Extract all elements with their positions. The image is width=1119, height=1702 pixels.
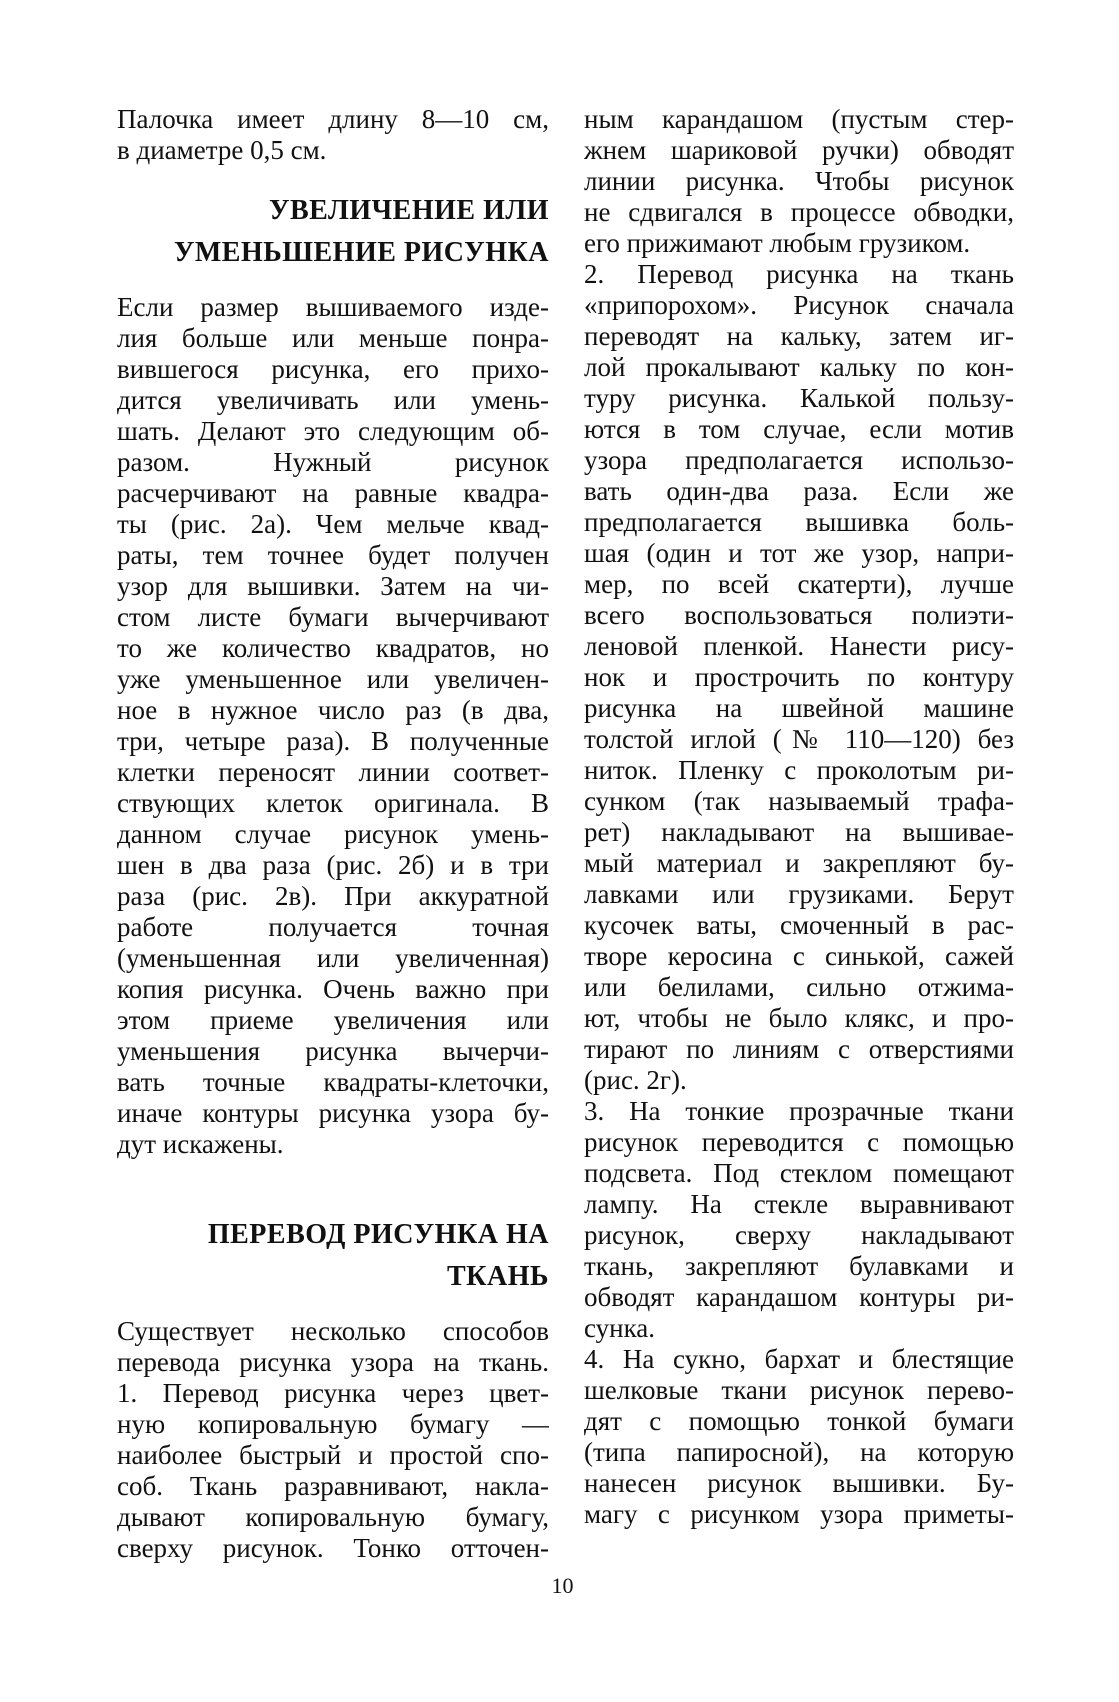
text-line: ткань, закрепляют булавками и xyxy=(584,1251,1014,1281)
page-number: 10 xyxy=(551,1573,574,1598)
text-line: стом листе бумаги вычерчивают xyxy=(117,602,549,632)
text-line: (рис. 2г). xyxy=(584,1065,687,1095)
text-line: обводят карандашом контуры ри- xyxy=(584,1282,1014,1312)
text-line: 4. На сукно, бархат и блестящие xyxy=(584,1344,1014,1374)
text-line: шен в два раза (рис. 2б) и в три xyxy=(117,850,549,880)
text-line: раза (рис. 2в). При аккуратной xyxy=(117,881,549,911)
text-line: линии рисунка. Чтобы рисунок xyxy=(584,166,1014,196)
text-line: соб. Ткань разравнивают, накла- xyxy=(117,1471,549,1501)
text-line: сунка. xyxy=(584,1313,656,1343)
text-line: его прижимают любым грузиком. xyxy=(584,228,971,258)
text-line: рисунка на швейной машине xyxy=(584,693,1014,723)
text-line: перевода рисунка узора на ткань. xyxy=(117,1347,549,1377)
text-line: то же количество квадратов, но xyxy=(117,633,549,663)
text-line: шая (один и тот же узор, напри- xyxy=(584,538,1014,568)
text-line: вать точные квадраты-клеточки, xyxy=(117,1067,549,1097)
text-line: магу с рисунком узора приметы- xyxy=(584,1499,1014,1529)
text-line: вать один-два раза. Если же xyxy=(584,476,1014,506)
section-heading-transfer-to-fabric xyxy=(117,1214,549,1298)
text-line: три, четыре раза). В полученные xyxy=(117,726,549,756)
intro-paragraph xyxy=(117,104,549,166)
text-line: леновой пленкой. Нанести рису- xyxy=(584,631,1014,661)
text-line: (уменьшенная или увеличенная) xyxy=(117,943,549,973)
text-line: узора предполагается использо- xyxy=(584,445,1014,475)
text-line: Существует несколько способов xyxy=(117,1316,549,1346)
text-line: ются в том случае, если мотив xyxy=(584,414,1014,444)
text-line: нок и прострочить по контуру xyxy=(584,662,1014,692)
text-line: ниток. Пленку с проколотым ри- xyxy=(584,755,1014,785)
text-line: шать. Делают это следующим об- xyxy=(117,416,549,446)
text-line: туру рисунка. Калькой пользу- xyxy=(584,383,1014,413)
text-line: лавками или грузиками. Берут xyxy=(584,879,1014,909)
text-line: ствующих клеток оригинала. В xyxy=(117,788,549,818)
text-line: или белилами, сильно отжима- xyxy=(584,972,1014,1002)
section-2-paragraph xyxy=(117,1316,549,1564)
right-column xyxy=(584,104,1014,1530)
text-line: Если размер вышиваемого изде- xyxy=(117,292,549,322)
text-line: «припорохом». Рисунок сначала xyxy=(584,290,1014,320)
text-line: узор для вышивки. Затем на чи- xyxy=(117,571,549,601)
text-line: ты (рис. 2а). Чем мельче квад- xyxy=(117,509,549,539)
text-line: рет) накладывают на вышивае- xyxy=(584,817,1014,847)
text-line: мый материал и закрепляют бу- xyxy=(584,848,1014,878)
section-heading-enlarge-reduce xyxy=(117,190,549,274)
heading-line: УВЕЛИЧЕНИЕ ИЛИ xyxy=(268,195,549,226)
text-line: 3. На тонкие прозрачные ткани xyxy=(584,1096,1014,1126)
text-line: копия рисунка. Очень важно при xyxy=(117,974,549,1004)
text-line: толстой иглой (№ 110—120) без xyxy=(584,724,1014,754)
text-line: лампу. На стекле выравнивают xyxy=(584,1189,1014,1219)
text-line: тирают по линиям с отверстиями xyxy=(584,1034,1014,1064)
text-line: в диаметре 0,5 см. xyxy=(117,135,327,165)
text-line: рисунок, сверху накладывают xyxy=(584,1220,1014,1250)
heading-line: ПЕРЕВОД РИСУНКА НА xyxy=(207,1219,549,1250)
left-column xyxy=(117,104,549,1564)
text-line: дут искажены. xyxy=(117,1129,284,1159)
text-line: сверху рисунок. Тонко отточен- xyxy=(117,1533,549,1563)
text-line: Палочка имеет длину 8—10 см, xyxy=(117,104,549,134)
text-line: дывают копировальную бумагу, xyxy=(117,1502,549,1532)
text-line: иначе контуры рисунка узора бу- xyxy=(117,1098,549,1128)
text-line: уже уменьшенное или увеличен- xyxy=(117,664,549,694)
text-line: нанесен рисунок вышивки. Бу- xyxy=(584,1468,1014,1498)
text-line: ным карандашом (пустым стер- xyxy=(584,104,1014,134)
text-line: раты, тем точнее будет получен xyxy=(117,540,549,570)
text-line: предполагается вышивка боль- xyxy=(584,507,1014,537)
text-line: данном случае рисунок умень- xyxy=(117,819,549,849)
text-line: сунком (так называемый трафа- xyxy=(584,786,1014,816)
text-line: жнем шариковой ручки) обводят xyxy=(584,135,1014,165)
text-line: дится увеличивать или умень- xyxy=(117,385,549,415)
text-line: переводят на кальку, затем иг- xyxy=(584,321,1014,351)
text-line: вившегося рисунка, его прихо- xyxy=(117,354,549,384)
text-line: ное в нужное число раз (в два, xyxy=(117,695,549,725)
text-line: ют, чтобы не было клякс, и про- xyxy=(584,1003,1014,1033)
text-line: уменьшения рисунка вычерчи- xyxy=(117,1036,549,1066)
heading-line: ТКАНЬ xyxy=(447,1261,549,1292)
text-line: всего воспользоваться полиэти- xyxy=(584,600,1014,630)
text-line: ную копировальную бумагу — xyxy=(117,1409,549,1439)
text-line: наиболее быстрый и простой спо- xyxy=(117,1440,549,1470)
right-column-paragraphs xyxy=(584,104,1014,1530)
text-line: дят с помощью тонкой бумаги xyxy=(584,1406,1014,1436)
text-line: работе получается точная xyxy=(117,912,549,942)
text-line: рисунок переводится с помощью xyxy=(584,1127,1014,1157)
text-line: мер, по всей скатерти), лучше xyxy=(584,569,1014,599)
text-line: кусочек ваты, смоченный в рас- xyxy=(584,910,1014,940)
text-line: творе керосина с синькой, сажей xyxy=(584,941,1014,971)
text-line: лой прокалывают кальку по кон- xyxy=(584,352,1014,382)
text-line: клетки переносят линии соответ- xyxy=(117,757,549,787)
text-line: разом. Нужный рисунок xyxy=(117,447,549,477)
section-1-paragraph xyxy=(117,292,549,1160)
heading-line: УМЕНЬШЕНИЕ РИСУНКА xyxy=(173,237,549,268)
text-line: не сдвигался в процессе обводки, xyxy=(584,197,1014,227)
text-line: 2. Перевод рисунка на ткань xyxy=(584,259,1014,289)
text-line: шелковые ткани рисунок перево- xyxy=(584,1375,1014,1405)
text-line: (типа папиросной), на которую xyxy=(584,1437,1014,1467)
text-line: 1. Перевод рисунка через цвет- xyxy=(117,1378,549,1408)
text-line: расчерчивают на равные квадра- xyxy=(117,478,549,508)
text-line: этом приеме увеличения или xyxy=(117,1005,549,1035)
text-line: лия больше или меньше понра- xyxy=(117,323,549,353)
text-line: подсвета. Под стеклом помещают xyxy=(584,1158,1014,1188)
